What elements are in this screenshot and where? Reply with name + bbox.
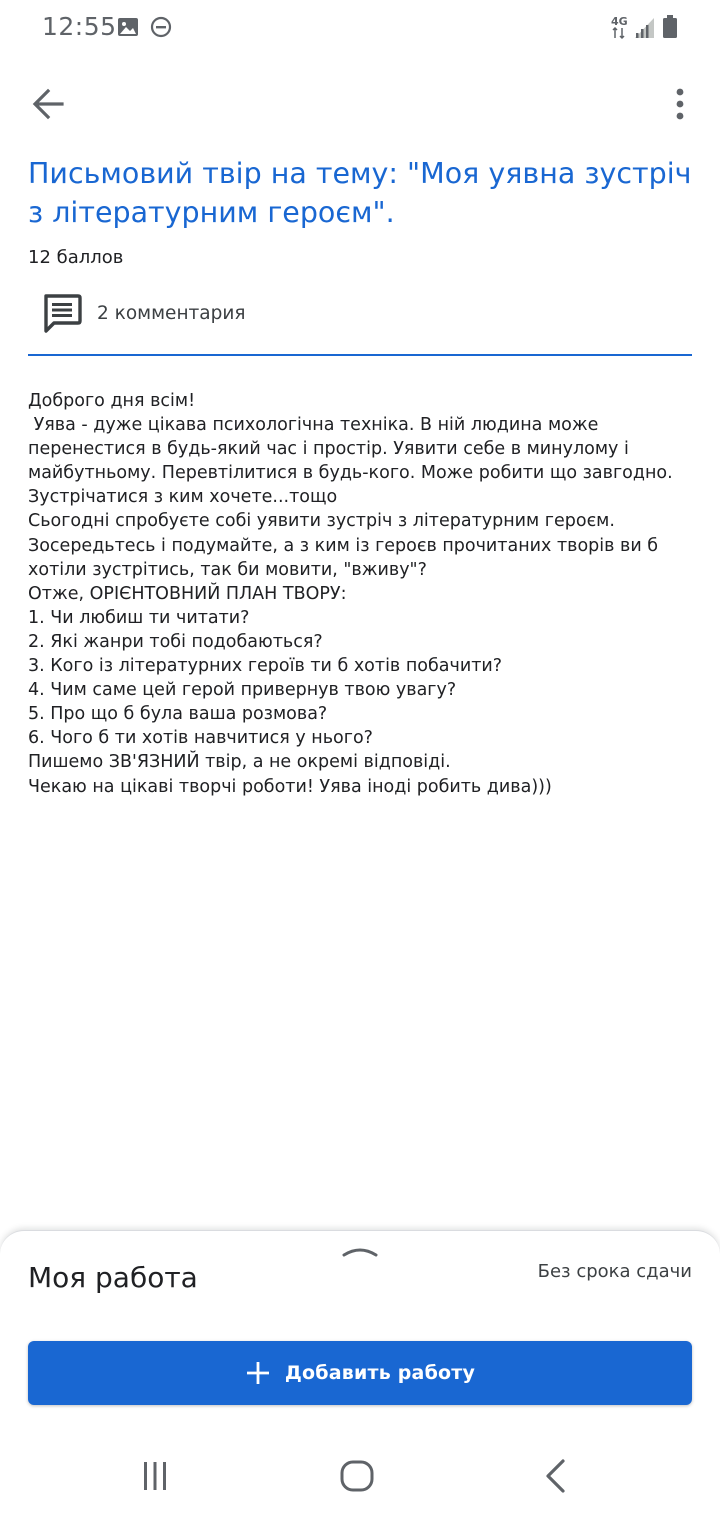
battery-icon bbox=[662, 14, 678, 44]
assignment-points: 12 баллов bbox=[28, 247, 124, 268]
due-date-label: Без срока сдачи bbox=[537, 1261, 692, 1282]
network-4g-icon bbox=[610, 14, 630, 44]
header-divider bbox=[28, 354, 692, 356]
assignment-description: Доброго дня всім! Уява - дуже цікава психологічна техніка. В ній людина може перенестися в будь-який час і простір. Уявити себе в минулому і майбутньому. Перевтілитися в будь-кого. Може робити що завгодно. Зустрічатися з ким хочете...тощо Сьогодні спробуєте собі уявити зустріч з літературним героєм. Зосередьтесь і подумайте, а з ким із героєв прочитаних творів ви б хотіли зустрітись, так би мовити, "вживу"? Отже, ОРІЄНТОВНИЙ ПЛАН ТВОРУ: 1. Чи любиш ти читати? 2. Які жанри тобі подобаються? 3. Кого із літературних героїв ти б хотів побачити? 4. Чим саме цей герой привернув твою увагу? 5. Про що б була ваша розмова? 6. Чого б ти хотів навчитися у нього? Пишемо ЗВ'ЯЗНИЙ твір, а не окремі відповіді. Чекаю на цікаві творчі роботи! Уява іноді робить дива))) bbox=[28, 391, 673, 797]
comment-icon bbox=[42, 293, 82, 339]
more-vert-icon bbox=[656, 80, 704, 128]
app-bar bbox=[0, 64, 720, 144]
recent-apps-button[interactable] bbox=[131, 1452, 179, 1500]
home-button[interactable] bbox=[333, 1452, 381, 1500]
status-bar bbox=[0, 0, 720, 56]
my-work-sheet[interactable] bbox=[0, 1230, 720, 1325]
home-icon bbox=[333, 1452, 381, 1500]
expand-sheet-icon[interactable] bbox=[340, 1243, 380, 1259]
do-not-disturb-icon bbox=[150, 16, 172, 42]
back-button[interactable] bbox=[24, 80, 72, 128]
system-back-button[interactable] bbox=[532, 1452, 580, 1500]
arrow-back-icon bbox=[24, 80, 72, 128]
add-work-button[interactable] bbox=[28, 1341, 692, 1405]
back-icon bbox=[532, 1452, 580, 1500]
my-work-title: Моя работа bbox=[28, 1261, 198, 1294]
plus-icon bbox=[245, 1360, 271, 1386]
system-nav-bar bbox=[0, 1432, 720, 1520]
signal-icon bbox=[634, 17, 656, 43]
image-icon bbox=[117, 16, 139, 42]
recent-apps-icon bbox=[131, 1452, 179, 1500]
class-comments-button[interactable] bbox=[40, 290, 440, 340]
add-work-label: Добавить работу bbox=[284, 1362, 476, 1384]
comments-count-label: 2 комментария bbox=[97, 303, 246, 324]
network-label: 4G bbox=[611, 15, 628, 28]
assignment-title: Письмовий твір на тему: "Моя уявна зустріч з літературним героєм". bbox=[28, 157, 692, 229]
more-options-button[interactable] bbox=[656, 80, 704, 128]
status-time: 12:55 bbox=[42, 12, 117, 41]
